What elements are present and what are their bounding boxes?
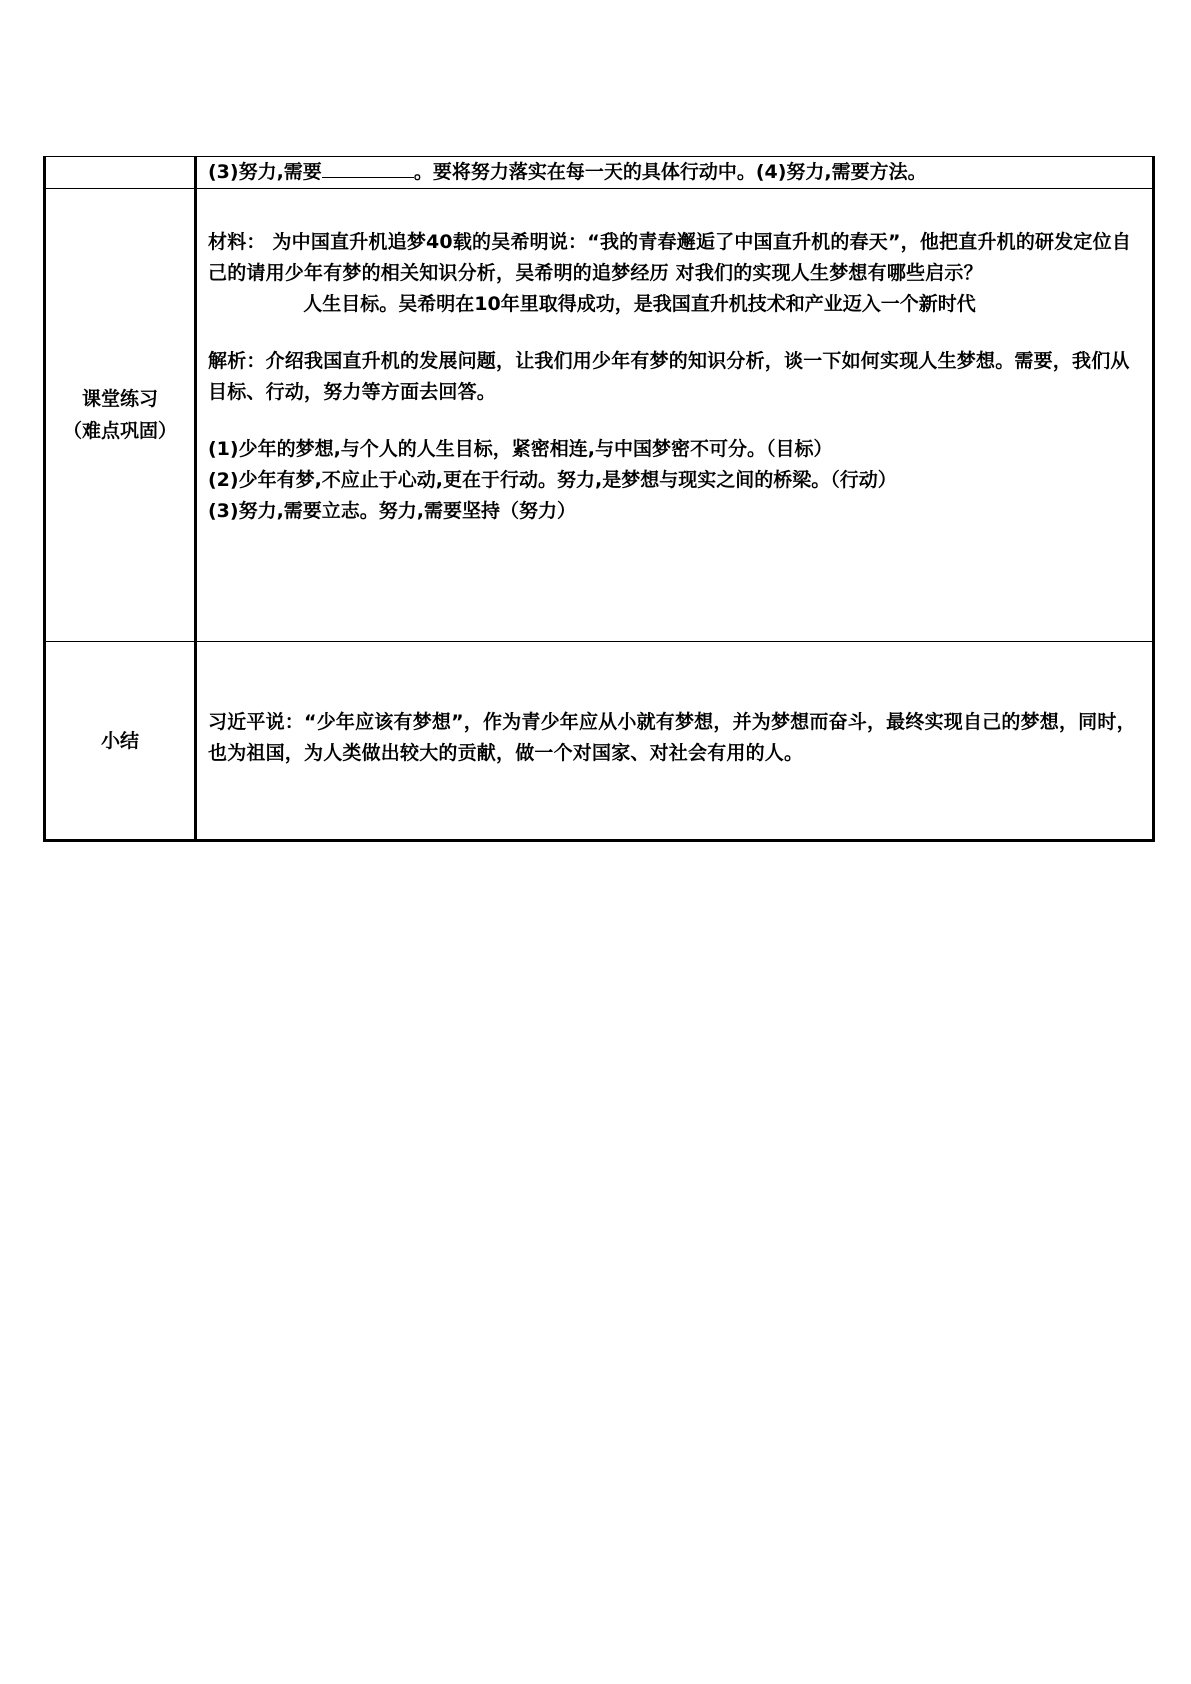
- practice-label-line2: （难点巩固）: [62, 420, 177, 442]
- summary-label: 小结: [100, 729, 139, 752]
- effort-line-prefix: (3)努力,需要: [208, 161, 322, 183]
- content-cell-practice: [196, 189, 1154, 642]
- effort-line: [197, 157, 1152, 187]
- content-cell-continuation: [196, 157, 1154, 189]
- practice-label-line1: 课堂练习: [81, 388, 158, 410]
- point-item-1: (1)少年的梦想,与个人的人生目标，紧密相连,与中国梦密不可分。（目标）: [208, 438, 833, 460]
- point-item-2: (2)少年有梦,不应止于心动,更在于行动。努力,是梦想与现实之间的桥梁。（行动）: [208, 469, 897, 491]
- table-row-practice: [45, 189, 1154, 642]
- summary-paragraph: 习近平说：“少年应该有梦想”，作为青少年应从小就有梦想，并为梦想而奋斗，最终实现自己的梦想，同时，也为祖国，为人类做出较大的贡献，做一个对国家、对社会有用的人。: [208, 711, 1136, 764]
- content-cell-summary: [196, 642, 1154, 841]
- lesson-table: [43, 156, 1155, 842]
- material-center-line: 人生目标。吴希明在10年里取得成功，是我国直升机技术和产业迈入一个新时代: [303, 293, 976, 315]
- point-item-3: (3)努力,需要立志。努力,需要坚持（努力）: [208, 500, 577, 522]
- label-cell-summary: [45, 642, 196, 841]
- label-cell-empty: [45, 157, 196, 189]
- table-row-summary: [45, 642, 1154, 841]
- fill-in-blank: [322, 159, 414, 178]
- table-row-continuation: [45, 157, 1154, 189]
- material-paragraph: 材料： 为中国直升机追梦40载的吴希明说：“我的青春邂逅了中国直升机的春天”，他把直升机的研发定位自己的请用少年有梦的相关知识分析，吴希明的追梦经历 对我们的实现人生梦想有哪些启示？: [208, 231, 1132, 284]
- analysis-paragraph: 解析：介绍我国直升机的发展问题，让我们用少年有梦的知识分析，谈一下如何实现人生梦想。需要，我们从目标、行动，努力等方面去回答。: [208, 350, 1130, 403]
- label-cell-practice: [45, 189, 196, 642]
- effort-line-suffix: 。要将努力落实在每一天的具体行动中。(4)努力,需要方法。: [413, 161, 927, 183]
